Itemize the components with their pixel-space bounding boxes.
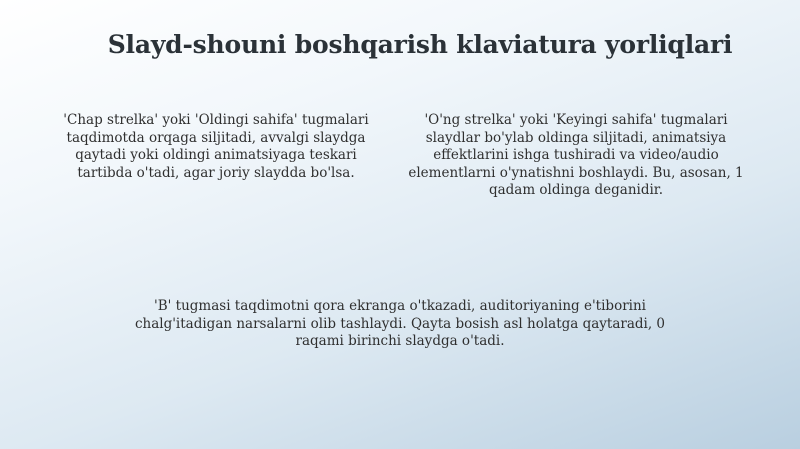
left-arrow-description: 'Chap strelka' yoki 'Oldingi sahifa' tugmalari taqdimotda orqaga siljitadi, avvalgi slaydga qaytadi yoki oldingi animatsiyaga teskari tartibda o'tadi, agar joriy slaydda bo'lsa. <box>63 112 369 181</box>
b-key-description: 'B' tugmasi taqdimotni qora ekranga o'tkazadi, auditoriyaning e'tiborini chalg'itadigan narsalarni olib tashlaydi. Qayta bosish asl holatga qaytaradi, 0 raqami birinchi slaydga o'tadi. <box>134 298 666 349</box>
slide-title: Slayd-shouni boshqarish klaviatura yorliqlari <box>107 30 733 59</box>
right-arrow-description: 'O'ng strelka' yoki 'Keyingi sahifa' tugmalari slaydlar bo'ylab oldinga siljitadi, animatsiya effektlarini ishga tushiradi va video/audio elementlarni o'ynatishni boshlaydi. Bu, asosan, 1 qadam oldinga deganidir. <box>408 112 744 198</box>
